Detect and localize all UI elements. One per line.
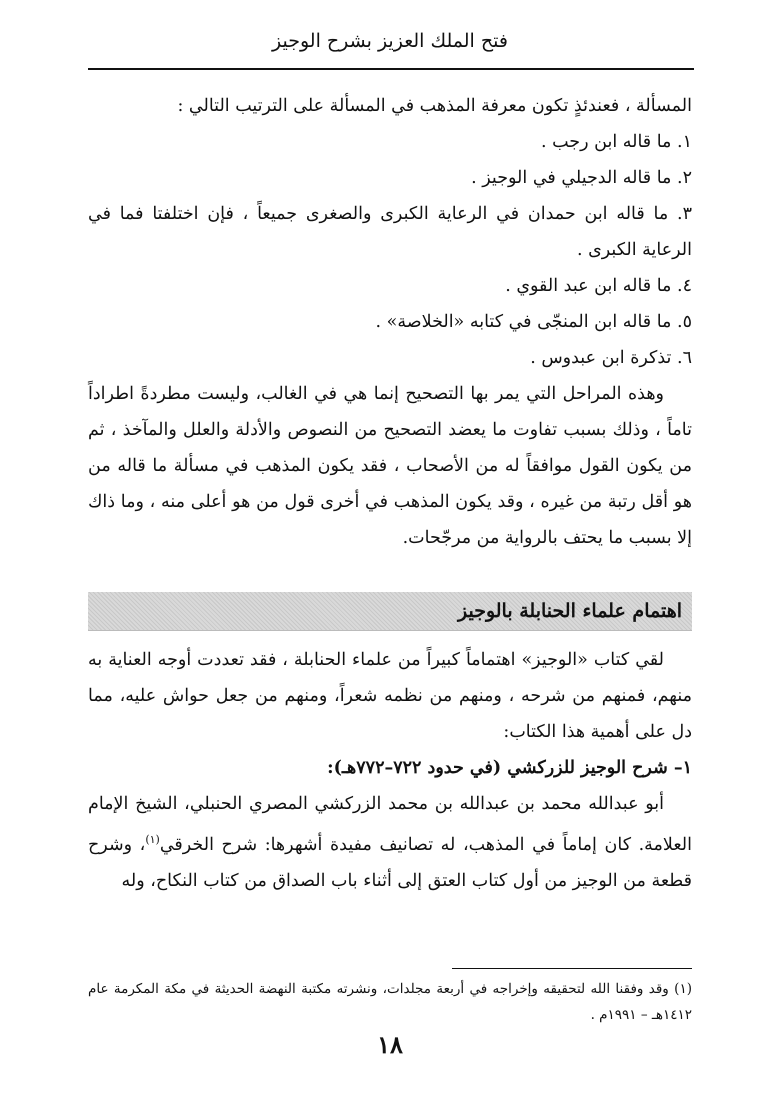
header-rule bbox=[88, 68, 694, 70]
section-heading: اهتمام علماء الحنابلة بالوجيز bbox=[457, 600, 682, 622]
list-text: ما قاله ابن المنجّى في كتابه «الخلاصة» . bbox=[375, 312, 672, 332]
section-text-block bbox=[88, 642, 692, 899]
paragraph-attention: لقي كتاب «الوجيز» اهتماماً كبيراً من علماء الحنابلة ، فقد تعددت أوجه العناية به منهم، فمنهم من شرحه ، ومنهم من نظمه شعراً، ومنهم من جعل حواش عليه، مما دل على أهمية هذا الكتاب: bbox=[88, 650, 692, 742]
list-text: ما قاله الدجيلي في الوجيز . bbox=[471, 168, 672, 188]
list-number: ٥. bbox=[677, 312, 692, 332]
footnote-text: (١) وقد وفقنا الله لتحقيقه وإخراجه في أربعة مجلدات، ونشرته مكتبة النهضة الحديثة في مكة المكرمة عام ١٤١٢هـ – ١٩٩١م . bbox=[88, 981, 692, 1023]
list-text: تذكرة ابن عبدوس . bbox=[530, 348, 672, 368]
list-item-5 bbox=[88, 304, 692, 340]
list-number: ٤. bbox=[677, 276, 692, 296]
footnote-reference[interactable]: (١) bbox=[145, 833, 160, 846]
subheading-zarkashi: ١– شرح الوجيز للزركشي (في حدود ٧٢٢–٧٧٢هـ): bbox=[327, 758, 692, 778]
footnote-block bbox=[88, 976, 692, 1028]
zarkashi-text-end: ، وشرح قطعة من الوجيز من أول كتاب العتق إلى أثناء باب الصداق من كتاب النكاح، وله bbox=[88, 834, 692, 891]
list-item-4 bbox=[88, 268, 692, 304]
list-item-3 bbox=[88, 196, 692, 268]
zarkashi-text-start: أبو عبدالله محمد بن عبدالله بن محمد الزركشي المصري الحنبلي، الشيخ الإمام العلامة. كان إماماً في المذهب، له تصانيف مفيدة أشهرها: شرح الخرقي bbox=[88, 794, 693, 855]
main-text-block bbox=[88, 88, 692, 556]
list-number: ٣. bbox=[677, 204, 692, 224]
page-number: ١٨ bbox=[377, 1030, 403, 1059]
list-item-2 bbox=[88, 160, 692, 196]
list-number: ١. bbox=[677, 132, 692, 152]
footnote-rule bbox=[452, 968, 692, 969]
paragraph-zarkashi bbox=[88, 786, 692, 899]
list-text: ما قاله ابن رجب . bbox=[540, 132, 672, 152]
section-heading-band bbox=[88, 592, 692, 631]
list-item-1 bbox=[88, 124, 692, 160]
list-text: ما قاله ابن عبد القوي . bbox=[505, 276, 672, 296]
list-number: ٦. bbox=[677, 348, 692, 368]
list-item-6 bbox=[88, 340, 692, 376]
running-title: فتح الملك العزيز بشرح الوجيز bbox=[272, 30, 508, 52]
intro-line: المسألة ، فعندئذٍ تكون معرفة المذهب في المسألة على الترتيب التالي : bbox=[177, 96, 692, 116]
paragraph-stages: وهذه المراحل التي يمر بها التصحيح إنما هي في الغالب، وليست مطردةً اطراداً تاماً ، وذلك بسبب تفاوت ما يعضد التصحيح من النصوص والأدلة والعلل والمآخذ ، ثم من يكون القول موافقاً له من الأصحاب ، فقد يكون المذهب في مسألة ما قاله من هو أقل رتبة من غيره ، وقد يكون المذهب في أخرى قول من هو أعلى منه ، وما ذاك إلا بسبب ما يحتف بالرواية من مرجّحات. bbox=[88, 384, 692, 548]
list-text: ما قاله ابن حمدان في الرعاية الكبرى والصغرى جميعاً ، فإن اختلفتا فما في الرعاية الكبرى . bbox=[88, 204, 692, 260]
list-number: ٢. bbox=[677, 168, 692, 188]
